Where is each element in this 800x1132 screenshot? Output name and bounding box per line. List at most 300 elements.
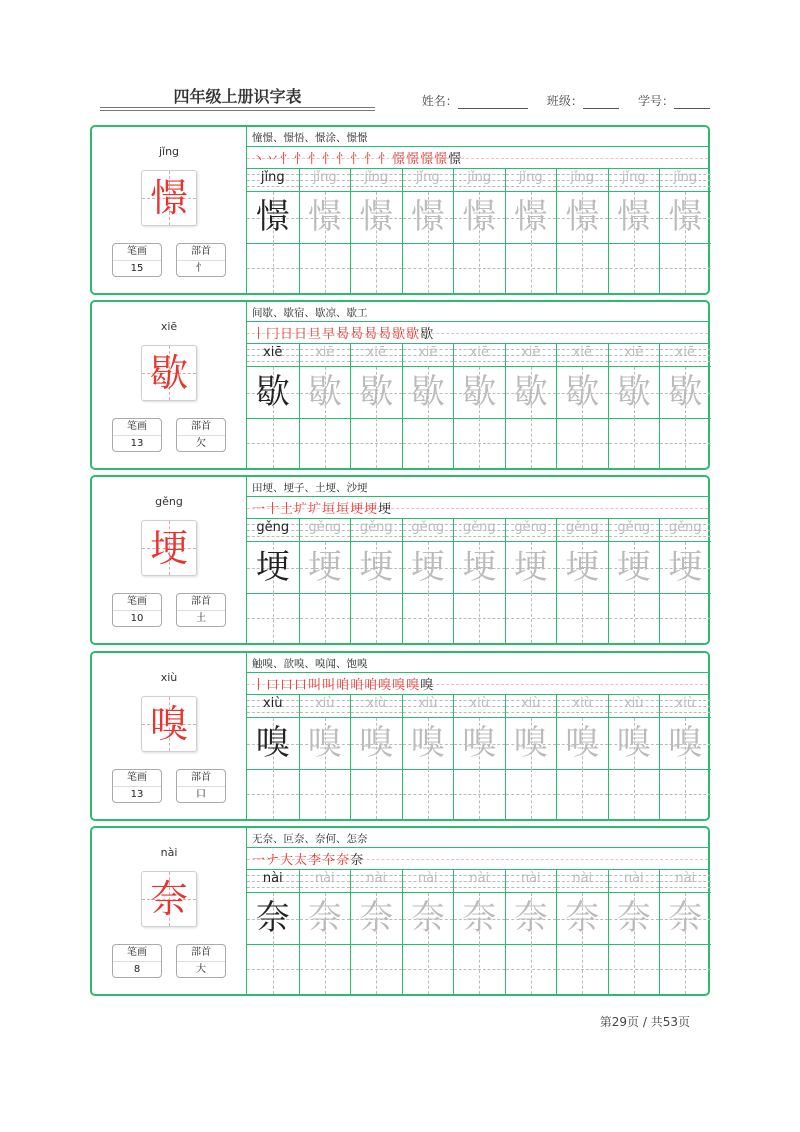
title-underline (100, 107, 375, 108)
pinyin-writing-area (300, 169, 351, 191)
stroke-step: 口 (294, 678, 309, 693)
character-writing-area (454, 541, 505, 594)
stroke-step: 日 (280, 327, 295, 342)
stroke-step: 埂 (364, 502, 379, 517)
stroke-step: 嗅 (392, 678, 407, 693)
practice-character: 奈 (668, 898, 703, 938)
pinyin-writing-area (351, 870, 402, 892)
pinyin-writing-area (247, 344, 299, 366)
pinyin-writing-area (454, 169, 505, 191)
practice-cell[interactable] (453, 344, 505, 468)
free-practice-area (247, 769, 299, 819)
stroke-step: 口 (280, 678, 295, 693)
practice-pinyin: jǐng (673, 170, 698, 185)
free-practice-area (454, 418, 505, 468)
number-field[interactable] (674, 96, 710, 109)
practice-cell[interactable] (453, 870, 505, 994)
pinyin-writing-area (660, 695, 711, 717)
practice-pinyin: xiù (262, 696, 283, 711)
stroke-step: 丨 (252, 327, 267, 342)
page-title: 四年级上册识字表 (173, 87, 302, 106)
practice-character: 嗅 (359, 723, 394, 763)
character-writing-area (660, 541, 711, 594)
radical-box (176, 593, 226, 627)
character-writing-area (351, 191, 402, 244)
stroke-step: 憬 (392, 152, 407, 167)
free-practice-area (247, 418, 299, 468)
free-practice-area (609, 418, 660, 468)
practice-cell[interactable] (350, 695, 402, 819)
practice-character: 憬 (513, 197, 548, 237)
practice-cell[interactable] (505, 344, 557, 468)
character-writing-area (351, 717, 402, 770)
character-writing-area (609, 366, 660, 419)
stroke-step: 曷 (364, 327, 379, 342)
stroke-order-row (247, 146, 708, 169)
main-character: 奈 (149, 877, 188, 921)
practice-character: 埂 (565, 547, 600, 587)
stroke-step: 埂 (350, 502, 365, 517)
character-writing-area (300, 717, 351, 770)
stroke-step: 憬 (420, 152, 435, 167)
character-writing-area (557, 191, 608, 244)
practice-pinyin: xiē (675, 345, 695, 360)
practice-cell[interactable] (402, 519, 454, 643)
pinyin-writing-area (557, 519, 608, 541)
stroke-order (252, 498, 392, 517)
practice-grid (247, 344, 708, 468)
practice-cell[interactable] (556, 870, 608, 994)
practice-character: 歇 (307, 372, 342, 412)
practice-cell[interactable] (402, 695, 454, 819)
practice-cell[interactable] (659, 169, 711, 293)
stroke-step: 埂 (378, 502, 393, 517)
practice-cell[interactable] (505, 870, 557, 994)
character-writing-area (403, 366, 454, 419)
stroke-order (252, 849, 364, 868)
stroke-count-value: 10 (130, 613, 144, 624)
example-words: 田埂、埂子、土埂、沙埂 (252, 482, 368, 494)
practice-pinyin: gěng (668, 520, 702, 535)
character-box (141, 696, 197, 752)
free-practice-area (247, 243, 299, 293)
practice-cell[interactable] (247, 169, 299, 293)
radical-label: 部首 (177, 419, 225, 436)
practice-pinyin: xiē (624, 345, 644, 360)
practice-character: 歇 (462, 372, 497, 412)
stroke-count-label: 笔画 (113, 244, 161, 261)
practice-pinyin: gěng (359, 520, 393, 535)
free-practice-area (300, 944, 351, 994)
pinyin-writing-area (403, 169, 454, 191)
practice-cell[interactable] (247, 870, 299, 994)
character-writing-area (300, 541, 351, 594)
practice-cell[interactable] (659, 870, 711, 994)
radical-label: 部首 (177, 945, 225, 962)
free-practice-area (506, 944, 557, 994)
radical-box (176, 944, 226, 978)
character-writing-area (300, 366, 351, 419)
free-practice-area (454, 769, 505, 819)
free-practice-area (557, 944, 608, 994)
character-writing-area (660, 366, 711, 419)
practice-cell[interactable] (350, 169, 402, 293)
character-writing-area (247, 191, 299, 244)
practice-character: 嗅 (668, 723, 703, 763)
free-practice-area (660, 593, 711, 643)
practice-cell[interactable] (402, 344, 454, 468)
character-info-panel (92, 477, 247, 643)
practice-pinyin: gěng (462, 520, 496, 535)
main-character: 嗅 (149, 702, 188, 746)
character-box (141, 170, 197, 226)
stroke-count-value: 13 (130, 789, 144, 800)
character-writing-area (557, 541, 608, 594)
character-writing-area (660, 717, 711, 770)
character-writing-area (247, 892, 299, 945)
free-practice-area (403, 593, 454, 643)
practice-pinyin: xiù (623, 696, 644, 711)
stroke-step: 嗅 (420, 678, 435, 693)
free-practice-area (454, 243, 505, 293)
stroke-count-box (112, 418, 162, 452)
stroke-step: 憬 (448, 152, 463, 167)
free-practice-area (660, 944, 711, 994)
stroke-count-box (112, 769, 162, 803)
pinyin-writing-area (557, 695, 608, 717)
character-writing-area (506, 717, 557, 770)
stroke-step: 曷 (350, 327, 365, 342)
practice-panel (247, 653, 708, 819)
practice-cell[interactable] (556, 344, 608, 468)
free-practice-area (300, 243, 351, 293)
character-writing-area (506, 366, 557, 419)
practice-cell[interactable] (659, 695, 711, 819)
character-writing-area (506, 191, 557, 244)
stroke-count-value: 13 (130, 438, 144, 449)
practice-pinyin: nài (572, 871, 593, 886)
practice-character: 嗅 (462, 723, 497, 763)
practice-cell[interactable] (402, 169, 454, 293)
pinyin-writing-area (300, 870, 351, 892)
pinyin-writing-area (609, 169, 660, 191)
character-box (141, 520, 197, 576)
free-practice-area (609, 243, 660, 293)
name-field[interactable] (458, 96, 528, 109)
practice-cell[interactable] (299, 169, 351, 293)
character-writing-area (403, 717, 454, 770)
character-writing-area (403, 191, 454, 244)
pinyin-writing-area (454, 344, 505, 366)
page-number: 第29页 / 共53页 (599, 1015, 690, 1029)
practice-panel (247, 302, 708, 468)
practice-character: 歇 (255, 372, 290, 412)
free-practice-area (609, 944, 660, 994)
character-writing-area (609, 191, 660, 244)
practice-character: 埂 (255, 547, 290, 587)
practice-pinyin: xiē (521, 345, 541, 360)
stroke-step: 嗅 (378, 678, 393, 693)
practice-cell[interactable] (556, 169, 608, 293)
practice-character: 歇 (410, 372, 445, 412)
free-practice-area (557, 769, 608, 819)
practice-cell[interactable] (556, 519, 608, 643)
practice-pinyin: xiù (417, 696, 438, 711)
practice-character: 奈 (565, 898, 600, 938)
practice-cell[interactable] (247, 519, 299, 643)
stroke-count-label: 笔画 (113, 770, 161, 787)
free-practice-area (609, 593, 660, 643)
character-writing-area (454, 717, 505, 770)
practice-cell[interactable] (505, 695, 557, 819)
practice-pinyin: nài (262, 871, 283, 886)
practice-character: 嗅 (410, 723, 445, 763)
stroke-step: 奈 (336, 853, 351, 868)
character-writing-area (557, 892, 608, 945)
example-words: 间歇、歇宿、歇凉、歇工 (252, 307, 368, 319)
free-practice-area (403, 944, 454, 994)
character-pinyin: xiù (160, 671, 178, 684)
example-words: 触嗅、歆嗅、嗅闻、饱嗅 (252, 658, 368, 670)
practice-character: 奈 (307, 898, 342, 938)
stroke-step: 歇 (420, 327, 435, 342)
student-info-fields (422, 92, 710, 109)
pinyin-writing-area (300, 519, 351, 541)
practice-character: 埂 (668, 547, 703, 587)
stroke-order (252, 674, 434, 693)
practice-pinyin: xiē (469, 345, 489, 360)
character-writing-area (403, 892, 454, 945)
practice-character: 憬 (668, 197, 703, 237)
stroke-step: 忄 (294, 152, 309, 167)
stroke-step: 冂 (266, 327, 281, 342)
stroke-step: 一 (252, 502, 267, 517)
character-box (141, 345, 197, 401)
practice-pinyin: jǐng (518, 170, 543, 185)
practice-character: 埂 (616, 547, 651, 587)
stroke-step: 曷 (336, 327, 351, 342)
practice-pinyin: jǐng (415, 170, 440, 185)
practice-character: 埂 (462, 547, 497, 587)
stroke-step: 叫 (308, 678, 323, 693)
practice-cell[interactable] (402, 870, 454, 994)
pinyin-writing-area (247, 695, 299, 717)
character-card (90, 826, 710, 996)
stroke-step: 圹 (308, 502, 323, 517)
practice-grid (247, 695, 708, 819)
stroke-step: 曷 (378, 327, 393, 342)
character-writing-area (300, 892, 351, 945)
character-writing-area (247, 366, 299, 419)
stroke-order (252, 148, 462, 167)
free-practice-area (454, 593, 505, 643)
practice-pinyin: gěng (308, 520, 342, 535)
pinyin-writing-area (351, 695, 402, 717)
stroke-count-box (112, 944, 162, 978)
practice-cell[interactable] (299, 344, 351, 468)
character-writing-area (454, 366, 505, 419)
practice-character: 嗅 (616, 723, 651, 763)
stroke-order-row (247, 321, 708, 344)
radical-label: 部首 (177, 244, 225, 261)
character-writing-area (454, 892, 505, 945)
free-practice-area (609, 769, 660, 819)
practice-cell[interactable] (247, 344, 299, 468)
main-character: 歇 (149, 351, 188, 395)
character-writing-area (609, 892, 660, 945)
stroke-step: 咱 (350, 678, 365, 693)
stroke-step: 憬 (434, 152, 449, 167)
pinyin-writing-area (300, 344, 351, 366)
stroke-step: 奈 (350, 853, 365, 868)
free-practice-area (506, 769, 557, 819)
pinyin-writing-area (506, 519, 557, 541)
pinyin-writing-area (609, 344, 660, 366)
practice-cell[interactable] (299, 695, 351, 819)
practice-pinyin: xiē (418, 345, 438, 360)
character-card (90, 300, 710, 470)
practice-pinyin: gěng (411, 520, 445, 535)
stroke-step: 太 (294, 853, 309, 868)
radical-value: 口 (196, 789, 206, 800)
free-practice-area (351, 593, 402, 643)
practice-cell[interactable] (608, 344, 660, 468)
class-field[interactable] (583, 96, 619, 109)
radical-value: 忄 (196, 263, 206, 274)
pinyin-writing-area (403, 695, 454, 717)
character-writing-area (351, 892, 402, 945)
stroke-order-row (247, 847, 708, 870)
character-info-panel (92, 302, 247, 468)
practice-cell[interactable] (453, 169, 505, 293)
stroke-step: 日 (294, 327, 309, 342)
character-writing-area (351, 366, 402, 419)
example-words: 无奈、叵奈、奈何、怎奈 (252, 833, 368, 845)
practice-pinyin: jǐng (467, 170, 492, 185)
practice-cell[interactable] (299, 519, 351, 643)
practice-character: 歇 (668, 372, 703, 412)
stroke-count-label: 笔画 (113, 419, 161, 436)
stroke-count-label: 笔画 (113, 594, 161, 611)
stroke-count-value: 8 (133, 964, 141, 975)
pinyin-writing-area (351, 519, 402, 541)
practice-cell[interactable] (350, 870, 402, 994)
free-practice-area (247, 944, 299, 994)
practice-pinyin: nài (623, 871, 644, 886)
practice-cell[interactable] (608, 695, 660, 819)
practice-character: 憬 (565, 197, 600, 237)
practice-cell[interactable] (556, 695, 608, 819)
practice-cell[interactable] (608, 169, 660, 293)
free-practice-area (300, 769, 351, 819)
pinyin-writing-area (403, 870, 454, 892)
practice-character: 嗅 (255, 723, 290, 763)
practice-cell[interactable] (453, 695, 505, 819)
pinyin-writing-area (609, 695, 660, 717)
pinyin-writing-area (609, 870, 660, 892)
practice-cell[interactable] (350, 519, 402, 643)
free-practice-area (403, 769, 454, 819)
practice-cell[interactable] (505, 169, 557, 293)
stroke-step: 一 (252, 853, 267, 868)
character-writing-area (660, 191, 711, 244)
pinyin-writing-area (454, 519, 505, 541)
practice-cell[interactable] (659, 519, 711, 643)
character-card (90, 125, 710, 295)
practice-panel (247, 477, 708, 643)
practice-pinyin: xiù (572, 696, 593, 711)
practice-pinyin: gěng (617, 520, 651, 535)
practice-pinyin: gěng (565, 520, 599, 535)
practice-character: 憬 (410, 197, 445, 237)
stroke-step: 咱 (364, 678, 379, 693)
character-info-panel (92, 828, 247, 994)
character-writing-area (506, 892, 557, 945)
page-header (100, 84, 710, 114)
practice-character: 歇 (359, 372, 394, 412)
practice-cell[interactable] (608, 519, 660, 643)
character-info-panel (92, 653, 247, 819)
character-pinyin: xiē (160, 320, 178, 333)
pinyin-writing-area (506, 695, 557, 717)
pinyin-writing-area (506, 169, 557, 191)
character-writing-area (300, 191, 351, 244)
practice-cell[interactable] (453, 519, 505, 643)
stroke-step: 圹 (294, 502, 309, 517)
pinyin-writing-area (506, 344, 557, 366)
practice-cell[interactable] (350, 344, 402, 468)
pinyin-writing-area (454, 695, 505, 717)
practice-cell[interactable] (299, 870, 351, 994)
free-practice-area (351, 243, 402, 293)
pinyin-writing-area (660, 344, 711, 366)
free-practice-area (351, 769, 402, 819)
practice-pinyin: xiù (520, 696, 541, 711)
practice-cell[interactable] (247, 695, 299, 819)
practice-character: 歇 (616, 372, 651, 412)
character-writing-area (247, 717, 299, 770)
stroke-step: 丶 (252, 152, 267, 167)
practice-pinyin: xiē (263, 345, 283, 360)
pinyin-writing-area (609, 519, 660, 541)
stroke-count-value: 15 (130, 263, 144, 274)
pinyin-writing-area (351, 169, 402, 191)
title-underline (100, 110, 375, 111)
radical-box (176, 243, 226, 277)
radical-label: 部首 (177, 770, 225, 787)
practice-pinyin: jǐng (570, 170, 595, 185)
character-card (90, 475, 710, 645)
practice-cell[interactable] (505, 519, 557, 643)
character-pinyin: nài (160, 846, 178, 859)
pinyin-writing-area (557, 870, 608, 892)
stroke-count-box (112, 243, 162, 277)
practice-cell[interactable] (659, 344, 711, 468)
radical-box (176, 769, 226, 803)
practice-pinyin: xiē (572, 345, 592, 360)
practice-pinyin: jǐng (260, 170, 285, 185)
practice-cell[interactable] (608, 870, 660, 994)
character-writing-area (557, 366, 608, 419)
example-words: 憧憬、憬悟、憬涂、憬憬 (252, 132, 368, 144)
practice-character: 奈 (462, 898, 497, 938)
practice-character: 歇 (565, 372, 600, 412)
stroke-count-label: 笔画 (113, 945, 161, 962)
practice-pinyin: nài (314, 871, 335, 886)
pinyin-writing-area (403, 344, 454, 366)
stroke-step: 夲 (322, 853, 337, 868)
practice-pinyin: nài (366, 871, 387, 886)
